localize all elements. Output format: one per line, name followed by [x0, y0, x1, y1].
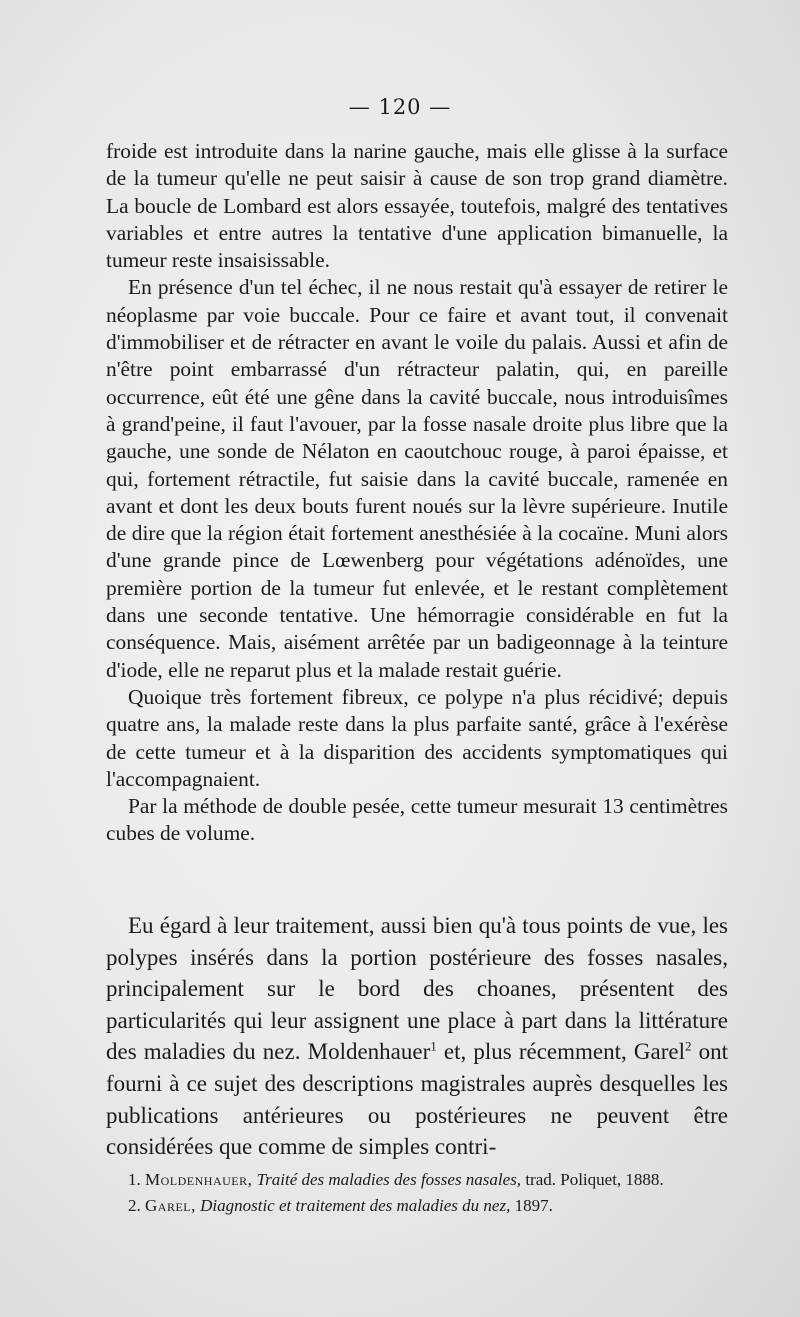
footnote-2-title: Diagnostic et traitement des maladies du nez, — [200, 1196, 511, 1215]
paragraph-text-part-2: et, plus récemment, Garel — [436, 1039, 685, 1065]
footnote-2 — [106, 1194, 728, 1218]
paragraph-posterior-polyps — [106, 910, 728, 1163]
page-number: — 120 — — [348, 95, 452, 119]
footnote-ref-1: 1 — [430, 1038, 437, 1054]
paragraph-buccal-approach: En présence d'un tel échec, il ne nous restait qu'à essayer de retirer le néoplasme par voie buccale. Pour ce faire et avant tout, il convenait d'immobiliser et de rétracter en avant le voile du palais. Aussi et afin de n'être point embarrassé d'un rétracteur palatin, qui, en pareille occurrence, eût été une gêne dans la cavité buccale, nous introduisîmes à grand'peine, il faut l'avouer, par la fosse nasale droite plus libre que la gauche, une sonde de Nélaton en caoutchouc rouge, à paroi épaisse, et qui, fortement rétractile, fut saisie dans la cavité buccale, ramenée en avant et dont les deux bouts furent noués sur la lèvre supérieure. Inutile de dire que la région était fortement anesthésiée à la cocaïne. Muni alors d'une grande pince de Lœwenberg pour végétations adénoïdes, une première portion de la tumeur fut enlevée, et le restant complètement dans une seconde tentative. Une hémorragie considérable en fut la conséquence. Mais, aisément arrêtée par un badigeonnage à la teinture d'iode, elle ne reparut plus et la malade restait guérie. — [106, 275, 728, 682]
section-text — [106, 910, 728, 1163]
footnote-1-number: 1. — [128, 1170, 141, 1189]
paragraph-volume: Par la méthode de double pesée, cette tumeur mesurait 13 centimètres cubes de volume. — [106, 794, 728, 846]
paragraph-outcome: Quoique très fortement fibreux, ce polype n'a plus récidivé; depuis quatre ans, la malade reste dans la plus parfaite santé, grâce à l'exérèse de cette tumeur et à la disparition des accidents symptomatiques qui l'accompagnaient. — [106, 684, 728, 791]
footnote-1-title: Traité des maladies des fosses nasales, — [256, 1170, 522, 1189]
footnote-1-author: Moldenhauer, — [145, 1170, 253, 1189]
footnote-1-details: trad. Poliquet, 1888. — [525, 1170, 664, 1189]
case-report-text — [106, 138, 728, 848]
footnote-1 — [106, 1168, 728, 1192]
paragraph-text-part-1: Eu égard à leur traitement, aussi bien qu'à tous points de vue, les polypes insérés dans la portion postérieure des fosses nasales, principalement sur le bord des choanes, présentent des particularités qui leur assignent une place à part dans la littérature des maladies du nez. Moldenhauer — [106, 913, 728, 1065]
paragraph-continuation: froide est introduite dans la narine gauche, mais elle glisse à la surface de la tumeur qu'elle ne peut saisir à cause de son trop grand diamètre. La boucle de Lombard est alors essayée, toutefois, malgré des tentatives variables et entre autres la tentative d'une application bimanuelle, la tumeur reste insaisissable. — [106, 139, 728, 273]
footnote-ref-2: 2 — [684, 1038, 692, 1054]
footnote-2-number: 2. — [128, 1196, 141, 1215]
paragraph-text-part-3: ont fourni à ce sujet des descriptions magistrales auprès desquelles les publications antérieures ou postérieures ne peuvent être considérées que comme de simples contri- — [106, 1039, 729, 1160]
footnote-2-details: 1897. — [514, 1196, 553, 1215]
footnote-2-author: Garel, — [145, 1196, 196, 1215]
footnotes — [106, 1168, 728, 1220]
